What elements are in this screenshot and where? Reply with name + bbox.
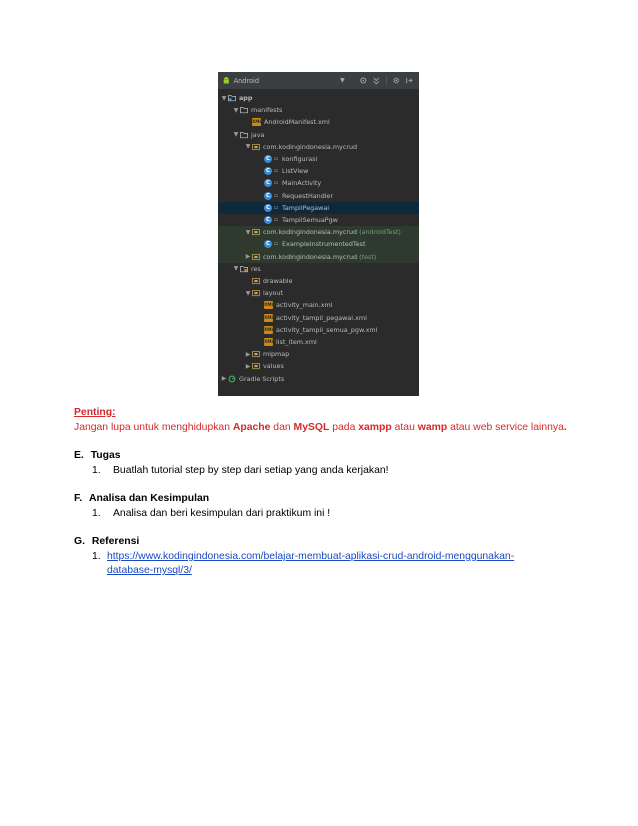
package-icon [252,277,260,285]
lock-icon: ▫ [274,156,278,163]
tree-item[interactable] [218,324,419,336]
class-icon: C [265,192,271,199]
tree-item[interactable] [218,214,419,226]
reference-link-line2[interactable]: database-mysql/3/ [107,565,192,576]
note-text-1: Jangan lupa untuk menghidupkan [74,422,233,433]
tree-item[interactable] [218,348,419,360]
tree-item-label: app [239,94,253,103]
collapsed-arrow-icon[interactable]: ▶ [221,375,227,383]
tree-item-label: TampilPegawai [282,203,330,212]
note-period: . [563,422,567,433]
tree-item-label: RequestHandler [282,191,334,200]
expand-arrow-icon[interactable]: ▼ [233,106,239,114]
note-title: Penting: [74,407,116,418]
tree-item-suffix: (androidTest) [359,228,401,237]
expand-arrow-icon[interactable]: ▼ [245,228,251,236]
expand-arrow-icon[interactable]: ▼ [245,289,251,297]
tree-item[interactable] [218,177,419,189]
expand-arrow-icon[interactable]: ▼ [233,131,239,139]
tree-item[interactable] [218,129,419,141]
section-e-item [92,465,389,476]
gradle-icon [228,375,236,383]
class-icon: C [265,180,271,187]
section-e-heading [74,450,121,461]
expand-arrow-icon[interactable]: ▼ [233,265,239,273]
section-f-item-number: 1. [92,508,101,519]
package-icon [252,362,260,370]
expand-arrow-icon[interactable]: ▼ [221,94,227,102]
section-f-title: Analisa dan Kesimpulan [88,493,210,504]
tree-item[interactable] [218,116,419,128]
tree-item-label: konfigurasi [282,155,318,164]
tree-item-label: layout [263,289,283,298]
sync-icon[interactable] [359,76,368,85]
xml-file-icon: XML [264,326,275,332]
package-icon [252,350,260,358]
tree-item-suffix: (test) [359,252,377,261]
tree-item-label: ExampleInstrumentedTest [282,240,366,249]
tree-item-label: com.kodingindonesia.mycrud [263,142,358,151]
tree-item-label: manifests [251,106,283,115]
tree-item-label: ListView [282,167,309,176]
tree-item-label: activity_tampil_semua_pgw.xml [276,325,378,334]
class-icon: C [265,217,271,224]
section-e-title: Tugas [90,450,121,461]
section-e-item-text: Buatlah tutorial step by step dari setiap yang anda kerjakan! [113,465,389,476]
xml-file-icon: XML [264,339,275,345]
tree-item[interactable] [218,104,419,116]
package-icon [252,253,260,261]
tree-item-label: TampilSemuaPgw [282,216,338,225]
tree-item[interactable] [218,360,419,372]
section-g-item [92,551,515,562]
collapse-all-icon[interactable] [372,76,381,85]
tree-item[interactable] [218,92,419,104]
test-class-icon: C [265,241,271,248]
toolbar-divider [386,76,387,85]
tree-item[interactable] [218,312,419,324]
note-xampp: xampp [358,422,392,433]
tree-item[interactable] [218,336,419,348]
section-f-letter: F. [74,493,83,504]
folder-icon [240,131,248,139]
section-e-item-number: 1. [92,465,101,476]
tree-item-label: com.kodingindonesia.mycrud [263,252,358,261]
expand-arrow-icon[interactable]: ▼ [245,143,251,151]
section-g-heading [74,536,139,547]
project-view-toolbar [218,72,419,90]
tree-item-label: activity_main.xml [276,301,333,310]
lock-icon: ▫ [274,192,278,199]
gear-icon[interactable] [392,76,401,85]
collapsed-arrow-icon[interactable]: ▶ [245,350,251,358]
tree-item[interactable] [218,202,419,214]
lock-icon: ▫ [274,180,278,187]
tree-item-label: AndroidManifest.xml [264,118,330,127]
note-text-5: atau web service lainnya [447,422,564,433]
tree-item-label: drawable [263,277,293,286]
tree-item[interactable] [218,373,419,385]
note-text-4: atau [391,422,418,433]
note-text-3: pada [329,422,359,433]
lock-icon: ▫ [274,217,278,224]
folder-icon [240,106,248,114]
tree-item-label: values [263,362,284,371]
xml-file-icon: XML [252,119,263,125]
tree-item[interactable] [218,226,419,238]
tree-item-label: Gradle Scripts [239,374,285,383]
tree-item[interactable] [218,251,419,263]
tree-item-label: activity_tampil_pegawai.xml [276,313,367,322]
note-apache: Apache [232,422,271,433]
section-e-letter: E. [74,450,84,461]
chevron-down-icon[interactable]: ▼ [340,77,345,84]
tree-item[interactable] [218,165,419,177]
tree-item-label: com.kodingindonesia.mycrud [263,228,358,237]
class-icon: C [265,156,271,163]
class-icon: C [265,168,271,175]
section-g-title: Referensi [91,536,140,547]
tree-item-label: res [251,264,261,273]
tree-item-label: mipmap [263,350,290,359]
tree-item[interactable] [218,153,419,165]
class-icon: C [265,204,271,211]
tree-item[interactable] [218,275,419,287]
section-f-heading [74,493,209,504]
tree-item[interactable] [218,190,419,202]
package-icon [252,143,260,151]
reference-link-line1[interactable]: https://www.kodingindonesia.com/belajar-membuat-aplikasi-crud-android-menggunakan- [107,551,515,562]
section-g-letter: G. [74,536,85,547]
xml-file-icon: XML [264,314,275,320]
xml-file-icon: XML [264,302,275,308]
tree-item[interactable] [218,263,419,275]
note-text-2: dan [270,422,294,433]
tree-item[interactable] [218,287,419,299]
collapsed-arrow-icon[interactable]: ▶ [245,253,251,261]
lock-icon: ▫ [274,204,278,211]
tree-item[interactable] [218,299,419,311]
package-icon [252,228,260,236]
tree-item[interactable] [218,238,419,250]
res-folder-icon [240,265,248,273]
tree-item-label: list_item.xml [276,338,317,347]
folder-module-icon [228,94,236,102]
tree-item-label: java [251,130,265,139]
collapsed-arrow-icon[interactable]: ▶ [245,362,251,370]
tree-item[interactable] [218,141,419,153]
note-wamp: wamp [417,422,448,433]
package-icon [252,289,260,297]
note-text [74,422,567,433]
section-g-item-number: 1. [92,551,101,562]
tree-item-label: MainActivity [282,179,322,188]
android-studio-project-panel [218,72,419,396]
project-view-selector[interactable]: Android [233,76,260,85]
hide-panel-icon[interactable] [405,76,414,85]
section-f-item [92,508,331,519]
android-icon [222,76,231,85]
section-f-item-text: Analisa dan beri kesimpulan dari praktikum ini ! [113,508,331,519]
lock-icon: ▫ [274,241,278,248]
note-mysql: MySQL [293,422,330,433]
lock-icon: ▫ [274,168,278,175]
